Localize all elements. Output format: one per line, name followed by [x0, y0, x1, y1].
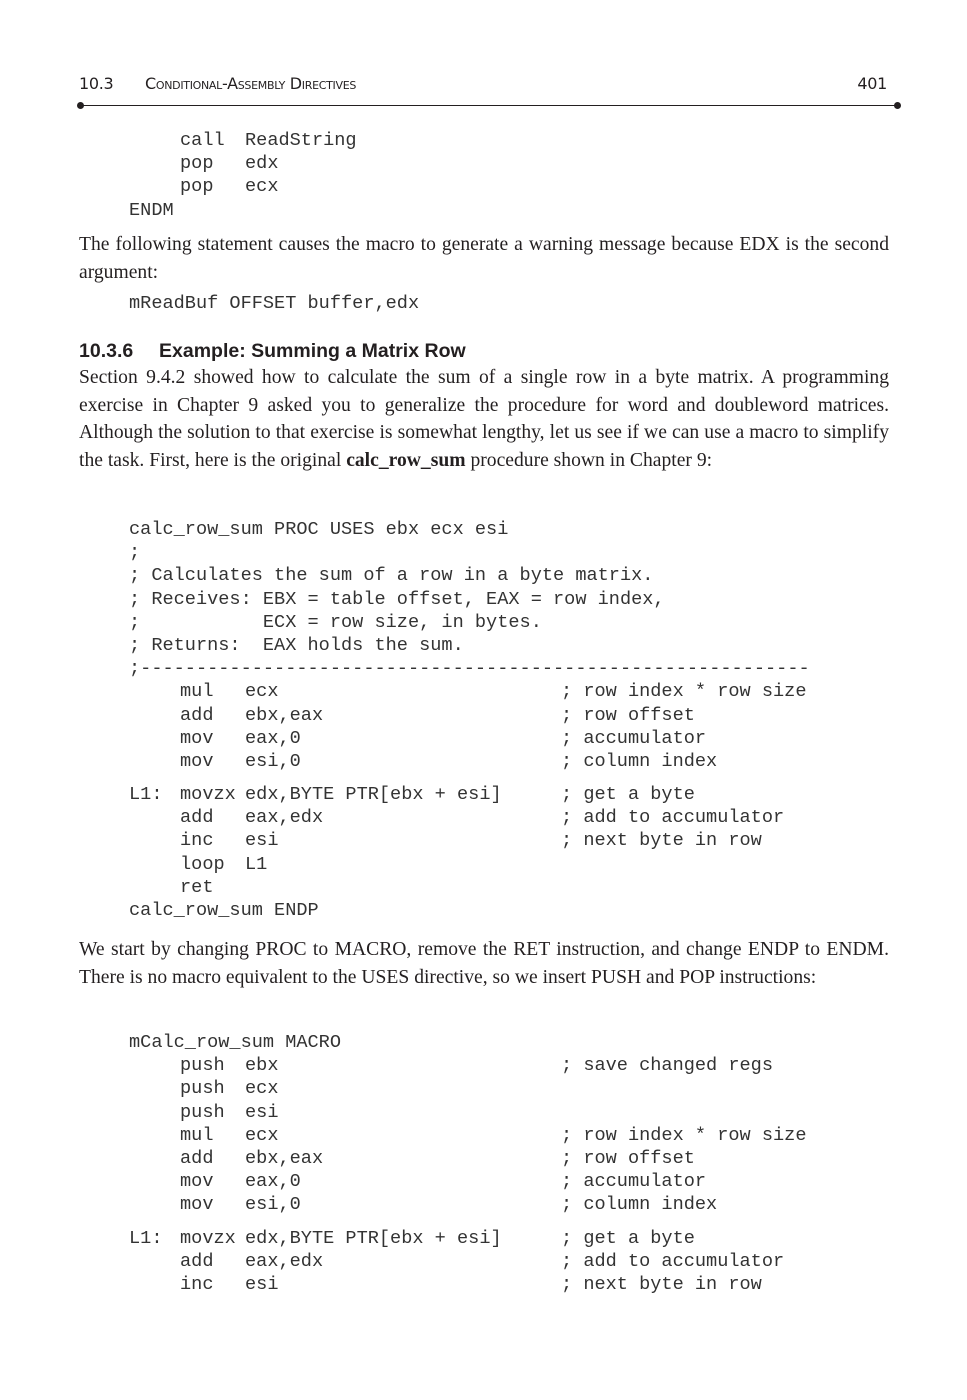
- code-label: calc_row_sum ENDP: [129, 900, 319, 921]
- code-operands: eax,0: [245, 727, 301, 749]
- code-operands: L1: [245, 853, 268, 875]
- heading-title: Example: Summing a Matrix Row: [159, 340, 466, 362]
- code-opcode: add: [180, 1250, 214, 1272]
- code-operands: edx,BYTE PTR[ebx + esi]: [245, 1227, 502, 1249]
- code-line: [129, 899, 810, 922]
- code-line: [129, 806, 810, 829]
- code-line: ; ECX = row size, in bytes.: [129, 611, 542, 633]
- code-line: [129, 783, 810, 806]
- code-opcode: mul: [180, 1124, 214, 1146]
- code-line: ; Calculates the sum of a row in a byte matrix.: [129, 565, 654, 587]
- code-opcode: ret: [180, 876, 214, 898]
- page-number: 401: [857, 74, 887, 93]
- code-comment: ; get a byte: [561, 784, 695, 806]
- code-opcode: push: [180, 1101, 225, 1123]
- running-title: Conditional-Assembly Directives: [145, 74, 357, 93]
- code-line: ;------------------------------------------------------------: [129, 658, 810, 680]
- section-heading: [79, 340, 466, 363]
- code-operands: ecx: [245, 1124, 279, 1146]
- code-opcode: movzx: [180, 784, 236, 806]
- code-label: L1:: [129, 784, 163, 806]
- code-comment: ; row offset: [561, 704, 695, 726]
- paragraph-warning: The following statement causes the macro to generate a warning message because EDX is the second argument:: [79, 234, 889, 283]
- code-operands: ebx,eax: [245, 704, 324, 726]
- code-operands: edx,BYTE PTR[ebx + esi]: [245, 784, 502, 806]
- code-comment: ; add to accumulator: [561, 807, 785, 829]
- code-opcode: add: [180, 704, 214, 726]
- code-opcode: loop: [180, 853, 225, 875]
- code-line: mReadBuf OFFSET buffer,edx: [129, 293, 420, 314]
- code-block-procedure: [129, 518, 810, 922]
- code-opcode: inc: [180, 1273, 214, 1295]
- code-opcode: movzx: [180, 1227, 236, 1249]
- code-opcode: mul: [180, 681, 214, 703]
- procedure-name: calc_row_sum: [346, 449, 466, 471]
- code-opcode: add: [180, 807, 214, 829]
- code-opcode: push: [180, 1078, 225, 1100]
- code-opcode: add: [180, 1147, 214, 1169]
- code-line: [129, 680, 810, 703]
- code-comment: ; row offset: [561, 1147, 695, 1169]
- code-comment: ; column index: [561, 750, 718, 772]
- code-opcode: push: [180, 1055, 225, 1077]
- code-operands: ReadString: [245, 130, 357, 151]
- section-number: 10.3: [79, 74, 114, 93]
- code-opcode: call: [180, 130, 225, 151]
- code-label: L1:: [129, 1227, 163, 1249]
- code-line: [129, 876, 810, 899]
- code-operands: ecx: [245, 1078, 279, 1100]
- code-opcode: mov: [180, 1194, 214, 1216]
- code-operands: esi,0: [245, 750, 301, 772]
- code-operands: esi,0: [245, 1194, 301, 1216]
- text: procedure shown in Chapter 9:: [465, 449, 713, 471]
- code-line: calc_row_sum PROC USES ebx ecx esi: [129, 519, 509, 540]
- code-block-invocation: [129, 292, 419, 315]
- code-label: mCalc_row_sum MACRO: [129, 1032, 342, 1053]
- code-comment: ; next byte in row: [561, 1273, 762, 1295]
- code-line: [129, 853, 810, 876]
- code-operands: esi: [245, 1273, 279, 1295]
- header-rule: [80, 105, 898, 106]
- code-opcode: mov: [180, 1171, 214, 1193]
- code-opcode: inc: [180, 830, 214, 852]
- code-line: ;: [129, 542, 141, 564]
- code-comment: ; accumulator: [561, 1171, 707, 1193]
- code-opcode: pop: [180, 176, 214, 198]
- code-line: ; Returns: EAX holds the sum.: [129, 634, 464, 656]
- code-operands: esi: [245, 1101, 279, 1123]
- code-operands: eax,0: [245, 1171, 301, 1193]
- code-operands: eax,edx: [245, 1250, 324, 1272]
- code-comment: ; row index * row size: [561, 681, 807, 703]
- code-comment: ; column index: [561, 1194, 718, 1216]
- code-line: [129, 829, 810, 852]
- code-operands: eax,edx: [245, 807, 324, 829]
- code-line: [129, 727, 810, 750]
- text: Section 9.4.2 showed how to calculate the sum of a single row in a byte matrix. A programming exercise in Chapter 9 asked you to generalize the procedure for word and doubleword matrices. Although the solution to that exercise is somewhat lengthy, let us see if we can use a macro to simplify the task. First, here is the original: [79, 367, 889, 471]
- paragraph-conversion: We start by changing PROC to MACRO, remove the RET instruction, and change ENDP to ENDM. There is no macro equivalent to the USES directive, so we insert PUSH and POP instructions:: [79, 939, 889, 988]
- code-comment: ; row index * row size: [561, 1124, 807, 1146]
- code-label: ENDM: [129, 199, 174, 221]
- paragraph-intro: [79, 364, 889, 474]
- code-comment: ; next byte in row: [561, 830, 762, 852]
- rule-endpoint: [894, 102, 901, 109]
- code-comment: ; get a byte: [561, 1227, 695, 1249]
- code-opcode: mov: [180, 727, 214, 749]
- code-opcode: pop: [180, 153, 214, 175]
- code-comment: ; add to accumulator: [561, 1250, 785, 1272]
- code-line: [129, 750, 810, 773]
- code-operands: edx: [245, 153, 279, 175]
- code-operands: ecx: [245, 681, 279, 703]
- code-operands: esi: [245, 830, 279, 852]
- code-operands: ecx: [245, 176, 279, 198]
- code-comment: ; accumulator: [561, 727, 707, 749]
- heading-number: 10.3.6: [79, 340, 134, 362]
- code-operands: ebx: [245, 1055, 279, 1077]
- code-operands: ebx,eax: [245, 1147, 324, 1169]
- code-line: ; Receives: EBX = table offset, EAX = row index,: [129, 588, 665, 610]
- code-comment: ; save changed regs: [561, 1055, 774, 1077]
- code-line: [129, 704, 810, 727]
- code-opcode: mov: [180, 750, 214, 772]
